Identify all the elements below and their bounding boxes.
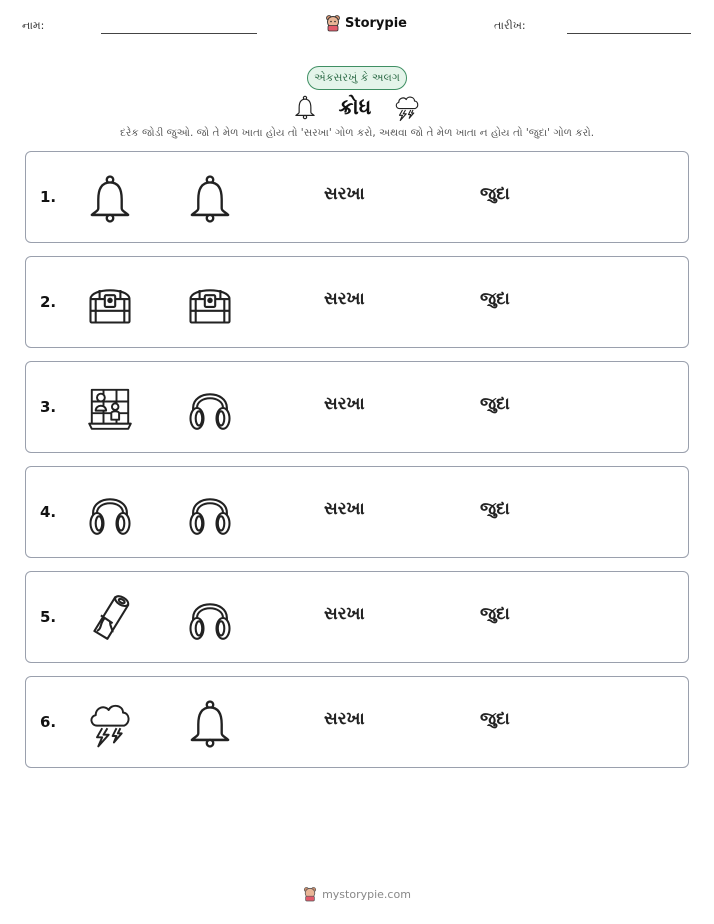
same-option[interactable]: સરખા xyxy=(324,184,365,204)
different-option[interactable]: જુદા xyxy=(480,184,510,204)
name-label: નામ: xyxy=(22,19,45,32)
pair-card xyxy=(25,466,689,558)
pair-card xyxy=(25,151,689,243)
worksheet-type-badge: એકસરખું કે અલગ xyxy=(307,66,407,90)
date-field[interactable] xyxy=(567,33,691,34)
treasure-chest-icon xyxy=(184,277,236,329)
page-title: ક્રોધ xyxy=(338,94,372,119)
title-row xyxy=(292,90,422,124)
headphones-icon xyxy=(84,487,136,539)
different-option[interactable]: જુદા xyxy=(480,604,510,624)
headphones-icon xyxy=(184,487,236,539)
bell-icon xyxy=(84,172,136,224)
pair-card xyxy=(25,256,689,348)
pair-number: 6. xyxy=(40,713,57,731)
bell-icon xyxy=(292,93,318,121)
pair-number: 2. xyxy=(40,293,57,311)
date-label: તારીખ: xyxy=(494,19,526,32)
pair-card xyxy=(25,676,689,768)
brand-logo xyxy=(325,12,407,34)
name-field[interactable] xyxy=(101,33,257,34)
headphones-icon xyxy=(184,382,236,434)
board-game-icon xyxy=(84,382,136,434)
bell-icon xyxy=(184,172,236,224)
different-option[interactable]: જુદા xyxy=(480,709,510,729)
different-option[interactable]: જુદા xyxy=(480,499,510,519)
pair-card xyxy=(25,361,689,453)
storypie-mascot-icon xyxy=(303,886,317,902)
storypie-mascot-icon xyxy=(325,14,341,32)
pair-number: 4. xyxy=(40,503,57,521)
treasure-chest-icon xyxy=(84,277,136,329)
pair-number: 3. xyxy=(40,398,57,416)
brand-name: Storypie xyxy=(345,15,407,31)
footer xyxy=(0,886,714,902)
footer-url[interactable]: mystorypie.com xyxy=(322,887,411,901)
same-option[interactable]: સરખા xyxy=(324,394,365,414)
headphones-icon xyxy=(184,592,236,644)
scroll-icon xyxy=(84,592,136,644)
same-option[interactable]: સરખા xyxy=(324,604,365,624)
different-option[interactable]: જુદા xyxy=(480,394,510,414)
instructions: દરેક જોડી જુઓ. જો તે મેળ ખાતા હોય તો 'સરખા' ગોળ કરો, અથવા જો તે મેળ ખાતા ન હોય તો 'જુદા' ગોળ કરો. xyxy=(119,127,595,139)
pair-number: 1. xyxy=(40,188,57,206)
storm-cloud-icon xyxy=(392,92,422,122)
same-option[interactable]: સરખા xyxy=(324,499,365,519)
different-option[interactable]: જુદા xyxy=(480,289,510,309)
same-option[interactable]: સરખા xyxy=(324,709,365,729)
same-option[interactable]: સરખા xyxy=(324,289,365,309)
pair-card xyxy=(25,571,689,663)
pair-number: 5. xyxy=(40,608,57,626)
bell-icon xyxy=(184,697,236,749)
storm-cloud-icon xyxy=(84,697,136,749)
